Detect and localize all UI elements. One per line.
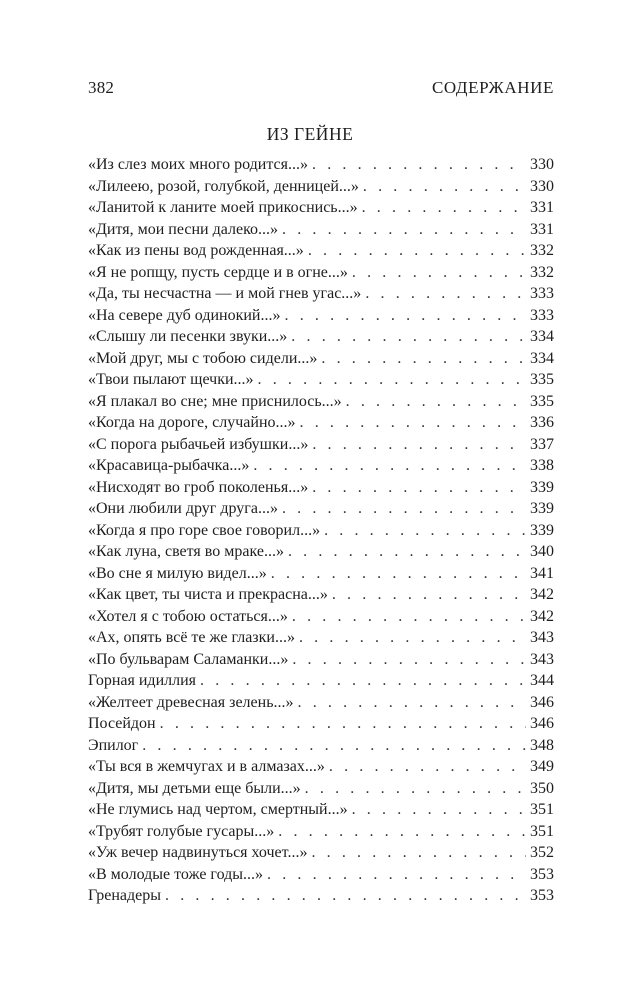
toc-entry-title: «Дитя, мы детьми еще были...» — [88, 779, 301, 797]
dot-leader — [298, 692, 527, 714]
toc-entry — [88, 283, 554, 305]
dot-leader — [329, 756, 526, 778]
toc-entry-title: Посейдон — [88, 715, 156, 732]
toc-entry-page: 336 — [530, 414, 554, 431]
toc-entry — [88, 864, 554, 886]
dot-leader — [285, 305, 527, 327]
dot-leader — [321, 348, 526, 370]
toc-entry-title: «Уж вечер надвинуться хочет...» — [88, 844, 308, 861]
toc-entry — [88, 885, 554, 907]
toc-entry-title: «Как цвет, ты чиста и прекрасна...» — [88, 586, 328, 603]
dot-leader — [311, 842, 526, 864]
toc-entry — [88, 584, 554, 606]
toc-entry-page: 339 — [530, 500, 554, 517]
toc-entry-page: 334 — [530, 328, 554, 345]
toc-entry — [88, 735, 554, 757]
toc-entry-title: «Я плакал во сне; мне приснилось...» — [88, 392, 342, 410]
toc-entry — [88, 219, 554, 241]
toc-entry-page: 341 — [530, 564, 554, 582]
toc-entry-page: 333 — [530, 306, 554, 324]
toc-entry-page: 353 — [530, 865, 554, 883]
dot-leader — [282, 219, 526, 241]
toc-entry-title: Эпилог — [88, 736, 139, 754]
dot-leader — [292, 649, 526, 671]
toc-entry-page: 340 — [530, 543, 554, 560]
toc-entry-title: «Хотел я с тобою остаться...» — [88, 607, 288, 625]
toc-entry-page: 343 — [530, 629, 554, 646]
toc-entry-page: 352 — [530, 844, 554, 861]
dot-leader — [142, 735, 526, 757]
dot-leader — [165, 885, 526, 907]
toc-entry-page: 343 — [530, 650, 554, 668]
dot-leader — [291, 326, 526, 348]
dot-leader — [305, 778, 526, 800]
dot-leader — [312, 154, 526, 176]
dot-leader — [267, 864, 526, 886]
table-of-contents — [88, 154, 554, 907]
section-title: ИЗ ГЕЙНЕ — [266, 124, 354, 144]
dot-leader — [160, 713, 526, 735]
running-head: СОДЕРЖАНИЕ — [431, 78, 554, 97]
toc-entry — [88, 842, 554, 864]
toc-entry-title: «Мой друг, мы с тобою сидели...» — [88, 349, 318, 367]
toc-entry — [88, 412, 554, 434]
toc-entry-title: «Лилеею, розой, голубкой, денницей...» — [88, 177, 359, 195]
dot-leader — [346, 391, 526, 413]
toc-entry-page: 334 — [530, 349, 554, 367]
toc-entry-title: «Когда на дороге, случайно...» — [88, 414, 296, 431]
toc-entry-title: «Когда я про горе свое говорил...» — [88, 521, 321, 539]
toc-entry-page: 332 — [530, 242, 554, 259]
toc-entry-page: 342 — [530, 586, 554, 603]
toc-entry — [88, 713, 554, 735]
toc-entry-title: «Трубят голубые гусары...» — [88, 822, 275, 840]
toc-entry — [88, 670, 554, 692]
toc-entry-title: «Как из пены вод рожденная...» — [88, 242, 304, 259]
toc-entry — [88, 262, 554, 284]
dot-leader — [299, 627, 526, 649]
toc-entry-title: «Твои пылают щечки...» — [88, 371, 254, 388]
toc-entry — [88, 541, 554, 563]
toc-entry — [88, 348, 554, 370]
toc-entry — [88, 369, 554, 391]
toc-entry-page: 335 — [530, 371, 554, 388]
toc-entry-title: «Слышу ли песенки звуки...» — [88, 328, 288, 345]
toc-entry-title: Горная идиллия — [88, 672, 197, 689]
toc-entry-page: 344 — [530, 672, 554, 689]
toc-entry-title: «По бульварам Саламанки...» — [88, 650, 289, 668]
toc-entry-page: 348 — [530, 736, 554, 754]
toc-entry-title: «Желтеет древесная зелень...» — [88, 693, 294, 711]
toc-entry — [88, 240, 554, 262]
toc-entry-title: «Ах, опять всё те же глазки...» — [88, 629, 295, 646]
toc-entry-title: «Как луна, светя во мраке...» — [88, 543, 284, 560]
toc-entry-title: «В молодые тоже годы...» — [88, 865, 264, 883]
toc-entry — [88, 477, 554, 499]
toc-entry — [88, 197, 554, 219]
toc-entry-title: «Во сне я милую видел...» — [88, 564, 267, 582]
toc-entry-page: 346 — [530, 693, 554, 711]
toc-entry-title: «Не глумись над чертом, смертный...» — [88, 801, 348, 818]
toc-entry — [88, 455, 554, 477]
toc-entry — [88, 563, 554, 585]
toc-entry-page: 339 — [530, 521, 554, 539]
toc-entry — [88, 606, 554, 628]
toc-entry — [88, 627, 554, 649]
toc-entry-page: 349 — [530, 758, 554, 775]
toc-entry-page: 330 — [530, 177, 554, 195]
toc-entry — [88, 498, 554, 520]
toc-entry-page: 350 — [530, 779, 554, 797]
toc-entry — [88, 692, 554, 714]
toc-entry-page: 342 — [530, 607, 554, 625]
toc-entry-title: «Из слез моих много родится...» — [88, 156, 309, 173]
dot-leader — [282, 498, 526, 520]
toc-entry-title: «Да, ты несчастна — и мой гнев угас...» — [88, 285, 362, 302]
toc-entry — [88, 799, 554, 821]
toc-entry — [88, 391, 554, 413]
toc-entry-page: 332 — [530, 263, 554, 281]
dot-leader — [200, 670, 526, 692]
toc-entry-page: 346 — [530, 715, 554, 732]
toc-entry-title: «Ланитой к ланите моей прикоснись...» — [88, 199, 358, 216]
dot-leader — [292, 606, 526, 628]
toc-entry-page: 330 — [530, 156, 554, 173]
toc-entry-page: 351 — [530, 801, 554, 818]
toc-entry-page: 333 — [530, 285, 554, 302]
dot-leader — [332, 584, 526, 606]
dot-leader — [365, 283, 526, 305]
dot-leader — [363, 176, 526, 198]
toc-entry-page: 351 — [530, 822, 554, 840]
toc-entry-page: 331 — [530, 220, 554, 238]
toc-entry-title: «На севере дуб одинокий...» — [88, 306, 281, 324]
toc-entry — [88, 756, 554, 778]
dot-leader — [288, 541, 526, 563]
dot-leader — [352, 262, 526, 284]
toc-entry-page: 337 — [530, 435, 554, 453]
page-number: 382 — [88, 78, 115, 97]
toc-entry — [88, 305, 554, 327]
toc-entry-page: 331 — [530, 199, 554, 216]
dot-leader — [312, 434, 526, 456]
dot-leader — [362, 197, 526, 219]
toc-entry — [88, 434, 554, 456]
toc-entry — [88, 154, 554, 176]
dot-leader — [352, 799, 526, 821]
toc-entry-title: «Нисходят во гроб поколенья...» — [88, 478, 309, 496]
dot-leader — [324, 520, 526, 542]
toc-entry-title: «Красавица-рыбачка...» — [88, 457, 250, 474]
toc-entry — [88, 520, 554, 542]
toc-entry-title: «Они любили друг друга...» — [88, 500, 278, 517]
dot-leader — [271, 563, 526, 585]
dot-leader — [308, 240, 526, 262]
dot-leader — [258, 369, 526, 391]
toc-entry-page: 353 — [530, 887, 554, 904]
dot-leader — [312, 477, 526, 499]
toc-entry-title: «С порога рыбачьей избушки...» — [88, 435, 309, 453]
toc-entry-title: «Я не ропщу, пусть сердце и в огне...» — [88, 263, 348, 281]
dot-leader — [253, 455, 526, 477]
toc-entry-title: «Ты вся в жемчугах и в алмазах...» — [88, 758, 325, 775]
dot-leader — [300, 412, 527, 434]
toc-entry — [88, 326, 554, 348]
toc-entry — [88, 778, 554, 800]
toc-entry — [88, 821, 554, 843]
toc-entry — [88, 176, 554, 198]
toc-entry-title: Гренадеры — [88, 887, 161, 904]
toc-entry-page: 335 — [530, 392, 554, 410]
toc-entry-title: «Дитя, мои песни далеко...» — [88, 220, 279, 238]
toc-entry — [88, 649, 554, 671]
toc-entry-page: 338 — [530, 457, 554, 474]
dot-leader — [278, 821, 526, 843]
toc-entry-page: 339 — [530, 478, 554, 496]
